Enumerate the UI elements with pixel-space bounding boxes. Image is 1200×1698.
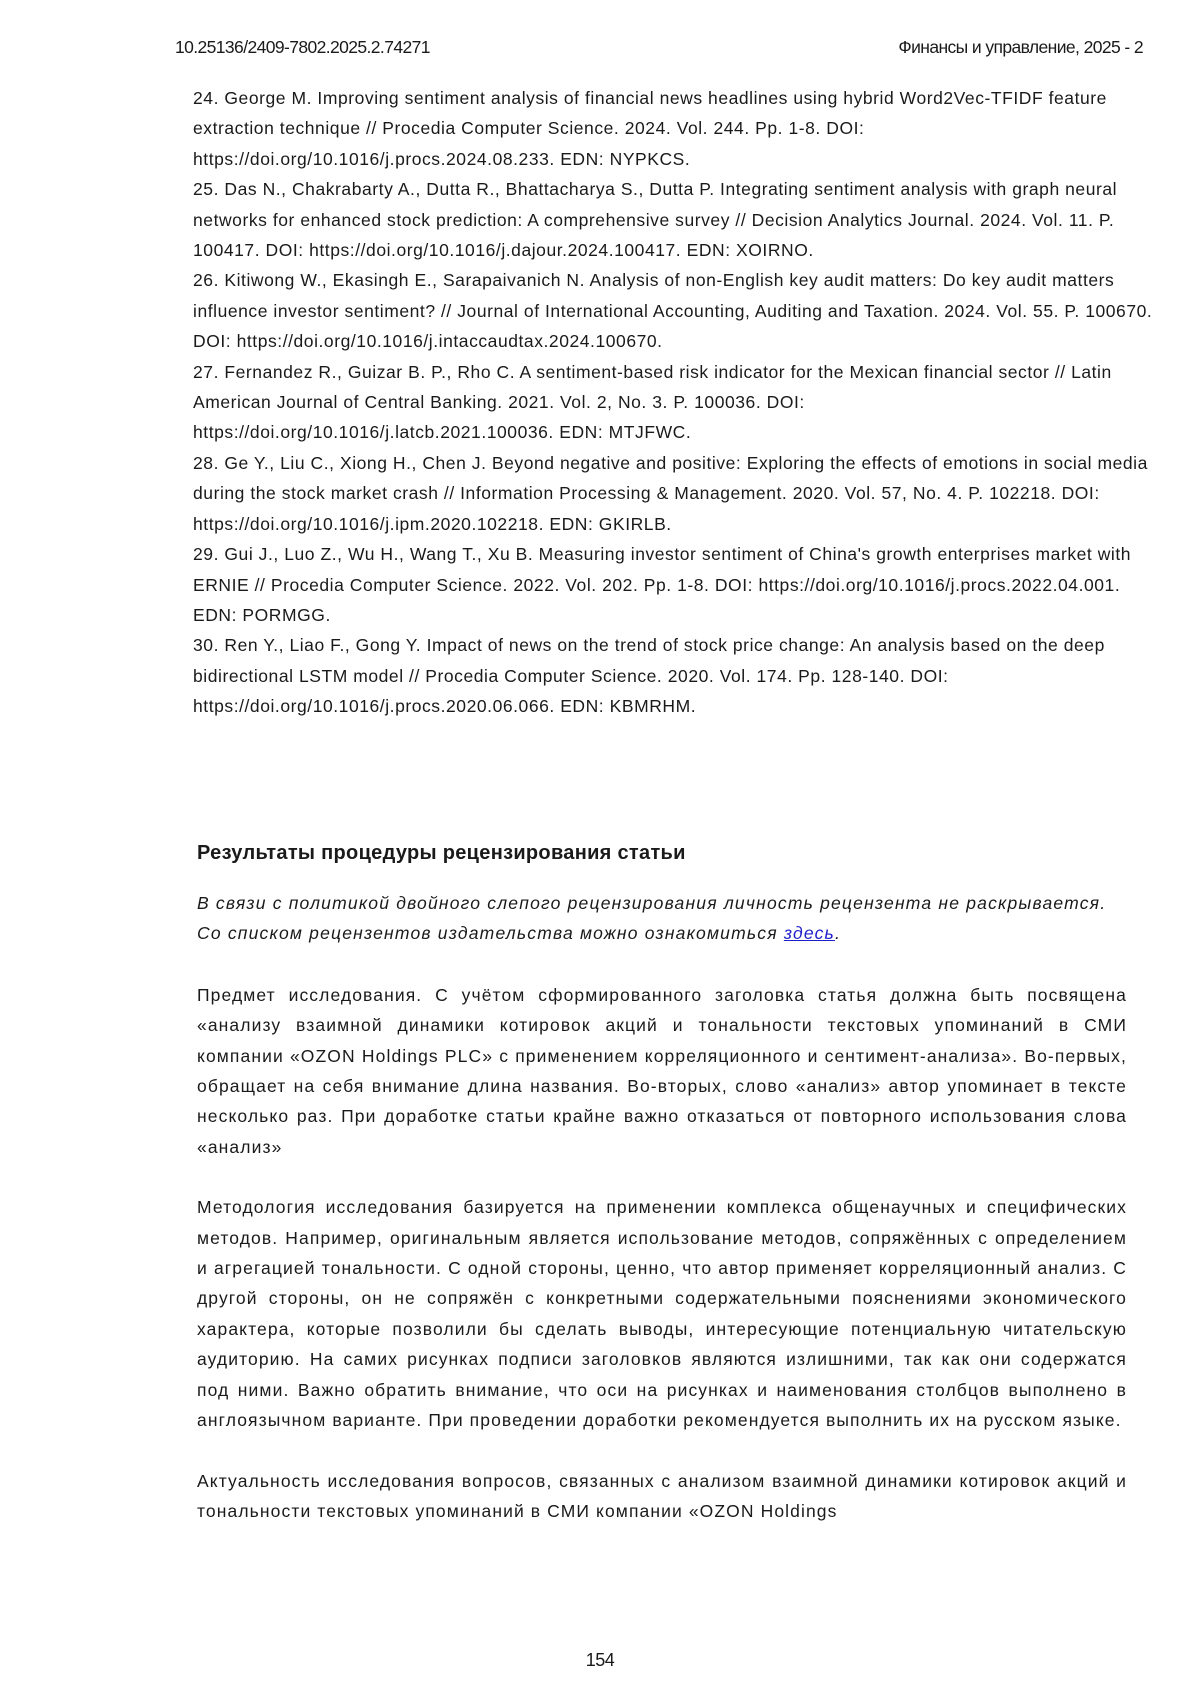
reference-item-24: 24. George M. Improving sentiment analysis of financial news headlines using hybrid Word2Vec-TFIDF feature extraction technique // Procedia Computer Science. 2024. Vol. 244. Pp. 1-8. DOI: https://doi.org/10.1016/j.procs.2024.08.233. EDN: NYPKCS.	[193, 88, 1107, 169]
reference-item-28: 28. Ge Y., Liu C., Xiong H., Chen J. Beyond negative and positive: Exploring the effects of emotions in social media during the stock market crash // Information Processing & Management. 2020. Vol. 57, No. 4. P. 102218. DOI: https://doi.org/10.1016/j.ipm.2020.102218. EDN: GKIRLB.	[193, 452, 1148, 534]
article-doi: 10.25136/2409-7802.2025.2.74271	[175, 37, 430, 57]
reference-item-25: 25. Das N., Chakrabarty A., Dutta R., Bhattacharya S., Dutta P. Integrating sentiment analysis with graph neural networks for enhanced stock prediction: A comprehensive survey // Decision Analytics Journal. 2024. Vol. 11. P. 100417. DOI: https://doi.org/10.1016/j.dajour.2024.100417. EDN: XOIRNO.	[193, 179, 1118, 261]
review-paragraph-relevance: Актуальность исследования вопросов, связанных с анализом взаимной динамики котировок акций и тональности текстовых упоминаний в СМИ компании «OZON Holdings	[197, 1470, 1127, 1521]
reviewers-list-link[interactable]: здесь	[783, 923, 835, 944]
reference-item-29: 29. Gui J., Luo Z., Wu H., Wang T., Xu B. Measuring investor sentiment of China's growth enterprises market with ERNIE // Procedia Computer Science. 2022. Vol. 202. Pp. 1-8. DOI: https://doi.org/10.1016/j.procs.2022.04.001. EDN: PORMGG.	[193, 544, 1132, 625]
reference-item-26: 26. Kitiwong W., Ekasingh E., Sarapaivanich N. Analysis of non-English key audit matters: Do key audit matters influence investor sentiment? // Journal of International Accounting, Auditing and Taxation. 2024. Vol. 55. P. 100670. DOI: https://doi.org/10.1016/j.intaccaudtax.2024.100670.	[193, 270, 1153, 352]
journal-issue: Финансы и управление, 2025 - 2	[898, 37, 1143, 57]
reviewers-note-text: Со списком рецензентов издательства можно ознакомиться	[197, 923, 784, 944]
reference-item-30: 30. Ren Y., Liao F., Gong Y. Impact of news on the trend of stock price change: An analysis based on the deep bidirectional LSTM model // Procedia Computer Science. 2020. Vol. 174. Pp. 128-140. DOI: https://doi.org/10.1016/j.procs.2020.06.066. EDN: KBMRHM.	[193, 635, 1105, 717]
reviewers-list-note	[197, 918, 1127, 948]
page-number: 154	[585, 1650, 615, 1670]
blind-review-note: В связи с политикой двойного слепого рецензирования личность рецензента не раскрывается.	[197, 893, 1107, 913]
reviewers-note-period: .	[834, 923, 842, 944]
reference-item-27: 27. Fernandez R., Guizar B. P., Rho C. A sentiment-based risk indicator for the Mexican financial sector // Latin American Journal of Central Banking. 2021. Vol. 2, No. 3. P. 100036. DOI: https://doi.org/10.1016/j.latcb.2021.100036. EDN: MTJFWC.	[193, 361, 1112, 443]
reference-list	[193, 83, 1153, 722]
review-paragraph-methodology: Методология исследования базируется на применении комплекса общенаучных и специфических методов. Например, оригинальным является использование методов, сопряжённых с определением и агрегацией тональности. С одной стороны, ценно, что автор применяет корреляционный анализ. С другой стороны, он не сопряжён с конкретными содержательными пояснениями экономического характера, которые позволили бы сделать выводы, интересующие потенциальную читательскую аудиторию. На самих рисунках подписи заголовков являются излишними, так как они содержатся под ними. Важно обратить внимание, что оси на рисунках и наименования столбцов выполнено в англоязычном варианте. При проведении доработки рекомендуется выполнить их на русском языке.	[197, 1197, 1127, 1431]
review-heading: Результаты процедуры рецензирования статьи	[197, 842, 686, 864]
review-section	[197, 842, 1127, 1526]
review-paragraph-subject: Предмет исследования. С учётом сформированного заголовка статья должна быть посвящена «анализу взаимной динамики котировок акций и тональности текстовых упоминаний в СМИ компании «OZON Holdings PLC» с применением корреляционного и сентимент-анализа». Во-первых, обращает на себя внимание длина названия. Во-вторых, слово «анализ» автор упоминает в тексте несколько раз. При доработке статьи крайне важно отказаться от повторного использования слова «анализ»	[197, 984, 1127, 1157]
